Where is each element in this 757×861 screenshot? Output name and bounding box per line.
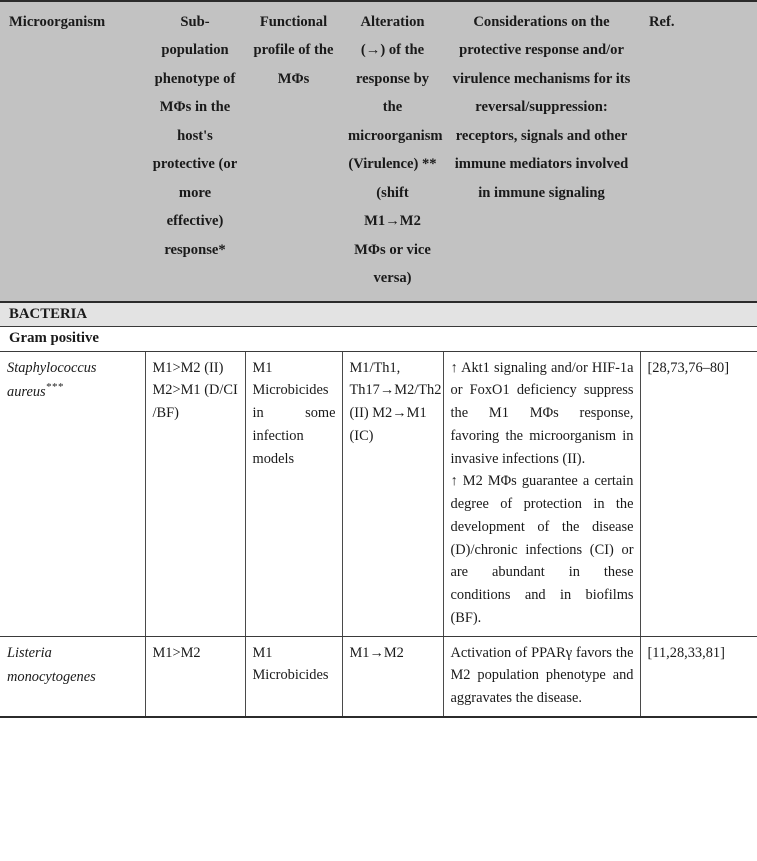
consideration-paragraph: ↑ M2 MΦs guarantee a certain degree of protection in the development of the disease (D)/chronic infections (CI) or are abundant in these conditions and in biofilms (BF). <box>450 473 634 626</box>
table-header <box>0 1 757 302</box>
table-row <box>0 636 757 717</box>
cell-functional-profile: M1 Microbicides in some infection models <box>245 351 342 636</box>
consideration-paragraph: Activation of PPARγ favors the M2 population phenotype and aggravates the disease. <box>450 644 634 706</box>
column-header-alteration: Alteration (→) of the response by the microorganism (Virulence) ** (shift M1→M2 MΦs or vice versa) <box>342 1 443 302</box>
column-header-microorganism: Microorganism <box>0 1 145 302</box>
organism-name: Listeria monocytogenes <box>7 644 96 686</box>
cell-subpopulation: M1>M2 (II) M2>M1 (D/CI /BF) <box>145 351 245 636</box>
cell-alteration: M1→M2 <box>342 636 443 717</box>
cell-ref: [28,73,76–80] <box>640 351 757 636</box>
table-row <box>0 351 757 636</box>
organism-marker: *** <box>45 381 64 394</box>
column-header-subpopulation: Sub-population phenotype of MΦs in the host's protective (or more effective) response* <box>145 1 245 302</box>
cell-subpopulation: M1>M2 <box>145 636 245 717</box>
section-band-bacteria <box>0 302 757 327</box>
column-header-functional-profile: Functional profile of the MΦs <box>245 1 342 302</box>
column-header-considerations: Considerations on the protective response and/or virulence mechanisms for its reversal/suppression: receptors, signals and other immune mediators involved in immune signaling <box>443 1 640 302</box>
cell-microorganism <box>0 351 145 636</box>
cell-considerations <box>443 351 640 636</box>
cell-microorganism <box>0 636 145 717</box>
cell-functional-profile: M1 Microbicides <box>245 636 342 717</box>
section-band-gram-positive <box>0 327 757 351</box>
section-band-label: Gram positive <box>0 327 757 351</box>
consideration-paragraph: ↑ Akt1 signaling and/or HIF-1a or FoxO1 deficiency suppress the M1 MΦs response, favoring the microorganism in invasive infections (II). <box>450 359 634 467</box>
cell-alteration: M1/Th1, Th17→M2/Th2 (II) M2→M1 (IC) <box>342 351 443 636</box>
organism-name: Staphylococcus aureus <box>7 359 97 401</box>
cell-ref: [11,28,33,81] <box>640 636 757 717</box>
cell-considerations <box>443 636 640 717</box>
section-band-label: BACTERIA <box>0 302 757 327</box>
table-body <box>0 302 757 717</box>
column-header-ref: Ref. <box>640 1 757 302</box>
header-row <box>0 1 757 302</box>
